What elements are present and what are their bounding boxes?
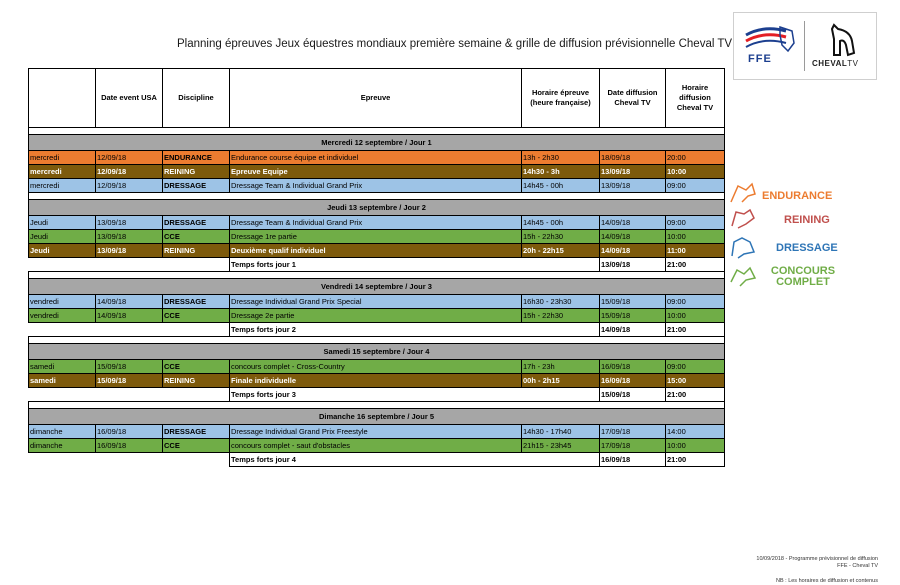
cell-horaire-diffusion: 15:00: [666, 374, 725, 388]
footer-note-2: NB : Les horaires de diffusion et contenus: [775, 578, 878, 584]
cheval-text: CHEVAL: [812, 59, 848, 68]
temps-forts-label: Temps forts jour 1: [230, 258, 600, 272]
cell-horaire-epreuve: 16h30 - 23h30: [522, 295, 600, 309]
cell-horaire-epreuve: 14h45 - 00h: [522, 179, 600, 193]
cell-epreuve: Dressage Team & Individual Grand Prix: [230, 179, 522, 193]
day-header-row: [29, 279, 725, 295]
spacer-cell: [29, 402, 725, 409]
planning-table: [28, 68, 725, 467]
cell-date-event: 16/09/18: [96, 439, 163, 453]
cell-horaire-diffusion: 10:00: [666, 165, 725, 179]
cell-epreuve: Dressage Individual Grand Prix Special: [230, 295, 522, 309]
cell-discipline: DRESSAGE: [163, 425, 230, 439]
cell-discipline: CCE: [163, 360, 230, 374]
cell-date-diffusion: 13/09/18: [600, 179, 666, 193]
cell-discipline: ENDURANCE: [163, 151, 230, 165]
event-row: [29, 295, 725, 309]
cell-date-diffusion: 18/09/18: [600, 151, 666, 165]
table-header-row: [29, 69, 725, 128]
temps-forts-row: [29, 323, 725, 337]
spacer-row: [29, 402, 725, 409]
day-header-row: [29, 344, 725, 360]
cell-horaire-diffusion: 11:00: [666, 244, 725, 258]
cell-horaire-diffusion: 09:00: [666, 295, 725, 309]
cell-horaire-epreuve: 20h - 22h15: [522, 244, 600, 258]
legend-label: ENDURANCE: [762, 190, 833, 202]
cell-discipline: REINING: [163, 374, 230, 388]
col-header-discipline: Discipline: [163, 69, 230, 128]
spacer-row: [29, 337, 725, 344]
temps-forts-time: 21:00: [666, 388, 725, 402]
cell-epreuve: concours complet - saut d'obstacles: [230, 439, 522, 453]
cell-epreuve: Dressage Team & Individual Grand Prix: [230, 216, 522, 230]
temps-forts-date: 14/09/18: [600, 323, 666, 337]
ffe-horse-logo-icon: [740, 21, 798, 73]
cell-discipline: DRESSAGE: [163, 216, 230, 230]
ffe-logo-text: FFE: [748, 53, 772, 65]
spacer-cell: [29, 128, 725, 135]
day-header-row: [29, 135, 725, 151]
empty-cell: [29, 323, 230, 337]
day-header-row: [29, 409, 725, 425]
spacer-cell: [29, 337, 725, 344]
cell-horaire-epreuve: 17h - 23h: [522, 360, 600, 374]
day-header-label: Dimanche 16 septembre / Jour 5: [29, 409, 725, 425]
cell-date-diffusion: 17/09/18: [600, 439, 666, 453]
event-row: [29, 151, 725, 165]
cell-discipline: CCE: [163, 230, 230, 244]
temps-forts-row: [29, 388, 725, 402]
event-row: [29, 179, 725, 193]
col-header-date-diffusion: Date diffusion Cheval TV: [600, 69, 666, 128]
cell-horaire-diffusion: 10:00: [666, 230, 725, 244]
cell-epreuve: Epreuve Equipe: [230, 165, 522, 179]
cell-epreuve: Dressage 1re partie: [230, 230, 522, 244]
spacer-row: [29, 128, 725, 135]
cell-date-event: 14/09/18: [96, 309, 163, 323]
cell-day: Jeudi: [29, 230, 96, 244]
event-row: [29, 230, 725, 244]
endurance-icon: [728, 180, 758, 206]
cell-horaire-epreuve: 13h - 2h30: [522, 151, 600, 165]
cell-horaire-epreuve: 14h30 - 3h: [522, 165, 600, 179]
event-row: [29, 439, 725, 453]
event-row: [29, 425, 725, 439]
temps-forts-row: [29, 453, 725, 467]
day-header-label: Mercredi 12 septembre / Jour 1: [29, 135, 725, 151]
event-row: [29, 360, 725, 374]
col-header-epreuve: Epreuve: [230, 69, 522, 128]
cell-date-diffusion: 15/09/18: [600, 309, 666, 323]
cell-date-event: 14/09/18: [96, 295, 163, 309]
cheval-tv-logo-text: [812, 59, 859, 68]
cell-day: dimanche: [29, 439, 96, 453]
temps-forts-date: 16/09/18: [600, 453, 666, 467]
cell-epreuve: Dressage Individual Grand Prix Freestyle: [230, 425, 522, 439]
col-header-date-event: Date event USA: [96, 69, 163, 128]
cell-horaire-diffusion: 10:00: [666, 439, 725, 453]
tv-text: TV: [847, 59, 859, 68]
event-row: [29, 374, 725, 388]
cell-discipline: DRESSAGE: [163, 295, 230, 309]
col-header-day: [29, 69, 96, 128]
empty-cell: [29, 388, 230, 402]
empty-cell: [29, 258, 230, 272]
cell-date-event: 15/09/18: [96, 360, 163, 374]
cell-day: Jeudi: [29, 216, 96, 230]
cell-date-event: 12/09/18: [96, 165, 163, 179]
cell-date-diffusion: 13/09/18: [600, 165, 666, 179]
col-header-horaire-diffusion: Horaire diffusion Cheval TV: [666, 69, 725, 128]
cce-icon: [728, 262, 758, 288]
cell-discipline: DRESSAGE: [163, 179, 230, 193]
event-row: [29, 309, 725, 323]
cell-epreuve: Dressage 2e partie: [230, 309, 522, 323]
day-header-label: Samedi 15 septembre / Jour 4: [29, 344, 725, 360]
col-header-horaire-epreuve: Horaire épreuve (heure française): [522, 69, 600, 128]
logo-box: [733, 12, 877, 80]
event-row: [29, 216, 725, 230]
day-header-label: Jeudi 13 septembre / Jour 2: [29, 200, 725, 216]
cell-date-event: 12/09/18: [96, 179, 163, 193]
cell-horaire-diffusion: 09:00: [666, 360, 725, 374]
event-row: [29, 165, 725, 179]
cell-date-event: 13/09/18: [96, 244, 163, 258]
cell-day: Jeudi: [29, 244, 96, 258]
temps-forts-time: 21:00: [666, 258, 725, 272]
cell-date-event: 12/09/18: [96, 151, 163, 165]
cell-date-diffusion: 17/09/18: [600, 425, 666, 439]
cell-horaire-epreuve: 21h15 - 23h45: [522, 439, 600, 453]
cell-day: samedi: [29, 360, 96, 374]
legend-label: CONCOURS COMPLET: [770, 265, 836, 288]
logo-separator: [804, 21, 805, 71]
cell-day: mercredi: [29, 179, 96, 193]
cell-date-diffusion: 14/09/18: [600, 216, 666, 230]
cell-discipline: REINING: [163, 244, 230, 258]
cell-epreuve: Deuxième qualif individuel: [230, 244, 522, 258]
day-header-label: Vendredi 14 septembre / Jour 3: [29, 279, 725, 295]
legend-label: DRESSAGE: [776, 242, 838, 254]
temps-forts-date: 13/09/18: [600, 258, 666, 272]
spacer-cell: [29, 272, 725, 279]
cell-horaire-diffusion: 09:00: [666, 179, 725, 193]
temps-forts-label: Temps forts jour 3: [230, 388, 600, 402]
cell-day: samedi: [29, 374, 96, 388]
footer-note: 10/09/2018 - Programme prévisionnel de diffusion FFE - Cheval TV: [756, 556, 878, 569]
cell-day: dimanche: [29, 425, 96, 439]
cell-horaire-diffusion: 10:00: [666, 309, 725, 323]
temps-forts-time: 21:00: [666, 453, 725, 467]
empty-cell: [29, 453, 230, 467]
temps-forts-time: 21:00: [666, 323, 725, 337]
legend-label: REINING: [784, 214, 830, 226]
cell-horaire-diffusion: 20:00: [666, 151, 725, 165]
cell-date-diffusion: 14/09/18: [600, 230, 666, 244]
cell-date-diffusion: 15/09/18: [600, 295, 666, 309]
page-title: Planning épreuves Jeux équestres mondiaux première semaine & grille de diffusion prévisionnelle Cheval TV: [177, 38, 733, 50]
cell-horaire-diffusion: 09:00: [666, 216, 725, 230]
cell-discipline: REINING: [163, 165, 230, 179]
spacer-cell: [29, 193, 725, 200]
cell-horaire-epreuve: 00h - 2h15: [522, 374, 600, 388]
cell-date-diffusion: 16/09/18: [600, 360, 666, 374]
spacer-row: [29, 193, 725, 200]
cell-day: vendredi: [29, 309, 96, 323]
cell-day: vendredi: [29, 295, 96, 309]
cell-horaire-epreuve: 15h - 22h30: [522, 230, 600, 244]
cell-date-event: 13/09/18: [96, 216, 163, 230]
cell-date-diffusion: 14/09/18: [600, 244, 666, 258]
cell-discipline: CCE: [163, 439, 230, 453]
cell-horaire-epreuve: 15h - 22h30: [522, 309, 600, 323]
cell-date-diffusion: 16/09/18: [600, 374, 666, 388]
cell-epreuve: Endurance course équipe et individuel: [230, 151, 522, 165]
reining-icon: [728, 206, 758, 232]
spacer-row: [29, 272, 725, 279]
cell-day: mercredi: [29, 151, 96, 165]
day-header-row: [29, 200, 725, 216]
temps-forts-row: [29, 258, 725, 272]
cell-date-event: 15/09/18: [96, 374, 163, 388]
temps-forts-date: 15/09/18: [600, 388, 666, 402]
cell-day: mercredi: [29, 165, 96, 179]
dressage-icon: [728, 234, 758, 260]
cell-horaire-diffusion: 14:00: [666, 425, 725, 439]
cell-date-event: 13/09/18: [96, 230, 163, 244]
event-row: [29, 244, 725, 258]
cell-horaire-epreuve: 14h30 - 17h40: [522, 425, 600, 439]
cell-discipline: CCE: [163, 309, 230, 323]
cell-horaire-epreuve: 14h45 - 00h: [522, 216, 600, 230]
cell-epreuve: concours complet - Cross-Country: [230, 360, 522, 374]
cell-date-event: 16/09/18: [96, 425, 163, 439]
cell-epreuve: Finale individuelle: [230, 374, 522, 388]
temps-forts-label: Temps forts jour 4: [230, 453, 600, 467]
temps-forts-label: Temps forts jour 2: [230, 323, 600, 337]
